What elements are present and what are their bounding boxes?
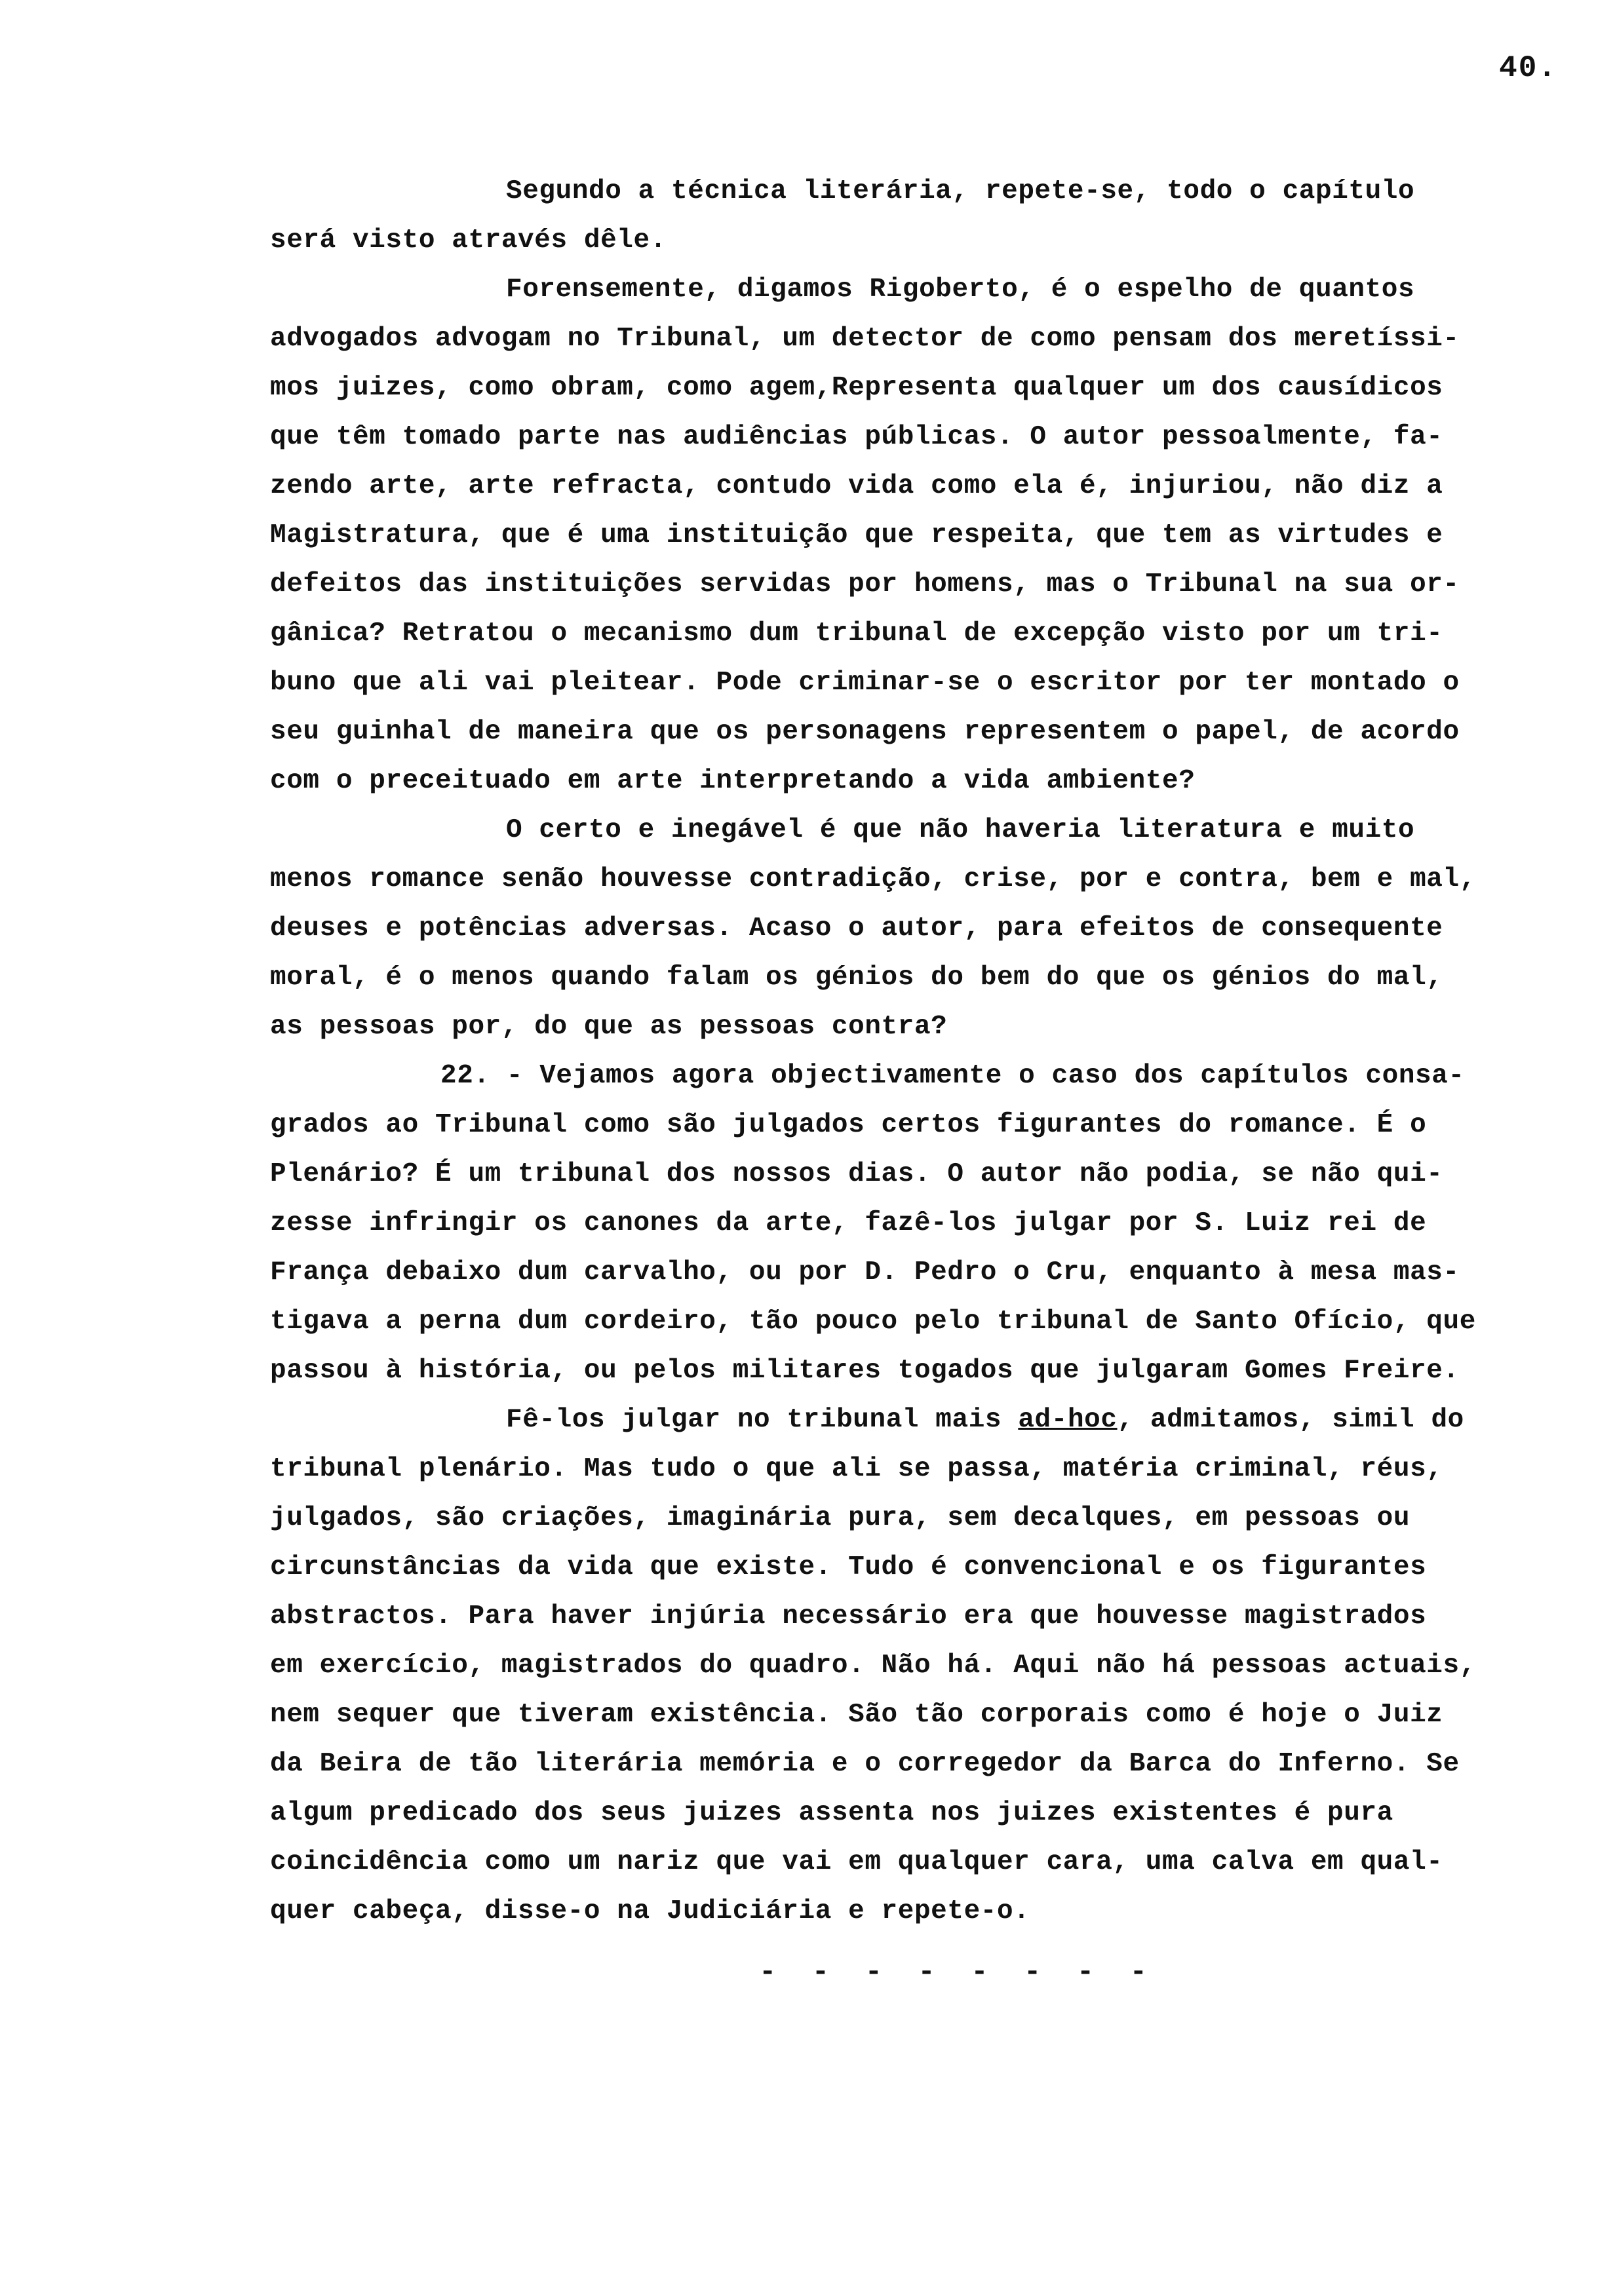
text-line-content: que têm tomado parte nas audiências públicas. O autor pessoalmente, fa- [270,422,1443,452]
text-line-content: Plenário? É um tribunal dos nossos dias. O autor não podia, se não qui- [270,1159,1443,1189]
text-line [270,659,1547,708]
text-line [270,904,1547,953]
text-line-content: mos juizes, como obram, como agem,Representa qualquer um dos causídicos [270,373,1443,403]
text-line [270,1101,1547,1150]
text-line [270,1592,1547,1641]
text-line-content: com o preceituado em arte interpretando a vida ambiente? [270,766,1196,796]
text-line-content: em exercício, magistrados do quadro. Não há. Aqui não há pessoas actuais, [270,1651,1476,1681]
text-line-content: as pessoas por, do que as pessoas contra? [270,1012,948,1042]
text-line-content: passou à história, ou pelos militares togados que julgaram Gomes Freire. [270,1356,1460,1386]
text-line-content: Segundo a técnica literária, repete-se, todo o capítulo [506,176,1415,206]
text-line [270,1543,1547,1592]
text-line-content: moral, é o menos quando falam os génios do bem do que os génios do mal, [270,963,1443,993]
text-line [270,609,1547,659]
text-line-content: coincidência como um nariz que vai em qualquer cara, uma calva em qual- [270,1847,1443,1877]
text-line [270,708,1547,757]
text-line [270,216,1547,265]
text-line [270,1789,1547,1838]
text-line-content: zendo arte, arte refracta, contudo vida como ela é, injuriou, não diz a [270,471,1443,501]
text-line-continuation: , admitamos, simil do [1117,1405,1464,1435]
text-line [270,315,1547,364]
text-line [270,1297,1547,1347]
page-number: 40. [1499,51,1557,85]
underlined-term: ad-hoc [1018,1405,1118,1435]
text-line-content: julgados, são criações, imaginária pura, sem decalques, em pessoas ou [270,1503,1411,1533]
text-line [270,1641,1547,1691]
text-line-content: tigava a perna dum cordeiro, tão pouco pelo tribunal de Santo Ofício, que [270,1307,1476,1337]
text-line [270,1838,1547,1887]
text-line-content: nem sequer que tiveram existência. São tão corporais como é hoje o Juiz [270,1700,1443,1730]
text-line-content: abstractos. Para haver injúria necessário era que houvesse magistrados [270,1601,1427,1632]
section-separator: - - - - - - - - [759,1956,1157,1989]
text-line-content: Forensemente, digamos Rigoberto, é o espelho de quantos [506,275,1415,305]
text-line-content: seu guinhal de maneira que os personagens representem o papel, de acordo [270,717,1460,747]
text-line-content: defeitos das instituições servidas por homens, mas o Tribunal na sua or- [270,569,1460,600]
text-line [270,1248,1547,1297]
text-line [270,1691,1547,1740]
text-line [270,511,1547,560]
text-line-content: Fê-los julgar no tribunal mais [506,1405,1019,1435]
text-line [270,265,1547,315]
text-line [270,1396,1547,1445]
text-line [270,1740,1547,1789]
text-line [270,953,1547,1003]
text-line-content: algum predicado dos seus juizes assenta nos juizes existentes é pura [270,1798,1393,1828]
text-line [270,855,1547,904]
text-line [270,560,1547,609]
text-line-content: da Beira de tão literária memória e o corregedor da Barca do Inferno. Se [270,1749,1460,1779]
text-line-content: tribunal plenário. Mas tudo o que ali se passa, matéria criminal, réus, [270,1454,1443,1484]
text-line-content: circunstâncias da vida que existe. Tudo é convencional e os figurantes [270,1552,1427,1582]
text-line-content: deuses e potências adversas. Acaso o autor, para efeitos de consequente [270,913,1443,944]
text-line [270,364,1547,413]
body-text [270,167,1547,1936]
text-line-content: quer cabeça, disse-o na Judiciária e repete-o. [270,1896,1030,1926]
text-line-content: grados ao Tribunal como são julgados certos figurantes do romance. É o [270,1110,1427,1140]
text-line-content: O certo e inegável é que não haveria literatura e muito [506,815,1415,845]
text-line [270,757,1547,806]
text-line-content: buno que ali vai pleitear. Pode criminar-se o escritor por ter montado o [270,668,1460,698]
text-line-content: será visto através dêle. [270,225,667,256]
text-line [270,167,1547,216]
text-line-content: advogados advogam no Tribunal, um detector de como pensam dos meretíssi- [270,324,1460,354]
text-line [270,1887,1547,1936]
text-line [270,806,1547,855]
text-line [270,413,1547,462]
text-line-content: menos romance senão houvesse contradição, crise, por e contra, bem e mal, [270,864,1476,894]
text-line [270,1347,1547,1396]
text-line [270,1003,1547,1052]
text-line [270,1150,1547,1199]
text-line-content: zesse infringir os canones da arte, fazê-los julgar por S. Luiz rei de [270,1208,1427,1238]
text-line [270,1052,1547,1101]
text-line [270,462,1547,511]
text-line-content: 22. - Vejamos agora objectivamente o caso dos capítulos consa- [440,1061,1465,1091]
text-line [270,1445,1547,1494]
text-line-content: gânica? Retratou o mecanismo dum tribunal de excepção visto por um tri- [270,619,1443,649]
text-line [270,1199,1547,1248]
text-line-content: Magistratura, que é uma instituição que respeita, que tem as virtudes e [270,520,1443,550]
text-line [270,1494,1547,1543]
text-line-content: França debaixo dum carvalho, ou por D. Pedro o Cru, enquanto à mesa mas- [270,1257,1460,1288]
